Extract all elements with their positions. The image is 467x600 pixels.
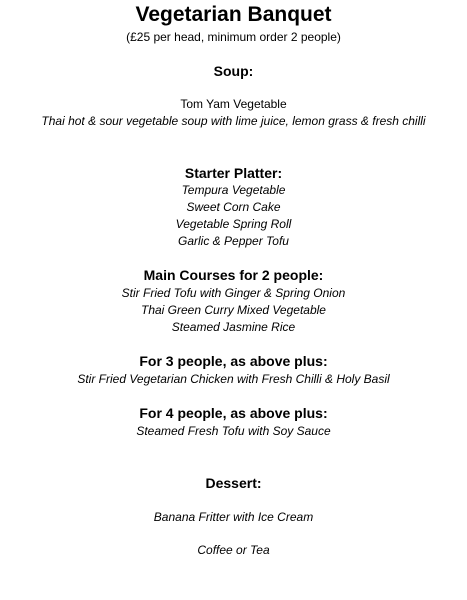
soup-description: Thai hot & sour vegetable soup with lime juice, lemon grass & fresh chilli bbox=[41, 114, 426, 128]
four-people-heading: For 4 people, as above plus: bbox=[139, 405, 328, 421]
soup-name: Tom Yam Vegetable bbox=[180, 97, 287, 111]
starter-item: Vegetable Spring Roll bbox=[175, 217, 292, 231]
dessert-heading: Dessert: bbox=[205, 475, 262, 491]
starter-item: Sweet Corn Cake bbox=[186, 200, 281, 214]
soup-heading: Soup: bbox=[213, 63, 254, 79]
starter-heading: Starter Platter: bbox=[184, 165, 283, 181]
menu-title: Vegetarian Banquet bbox=[135, 3, 332, 26]
dessert-item: Coffee or Tea bbox=[197, 543, 270, 557]
starter-item: Tempura Vegetable bbox=[181, 183, 286, 197]
main-courses-heading: Main Courses for 2 people: bbox=[143, 267, 324, 283]
menu-subtitle: (£25 per head, minimum order 2 people) bbox=[126, 30, 341, 44]
three-people-item: Stir Fried Vegetarian Chicken with Fresh Chilli & Holy Basil bbox=[77, 372, 390, 386]
main-course-item: Steamed Jasmine Rice bbox=[171, 320, 296, 334]
main-course-item: Stir Fried Tofu with Ginger & Spring Onion bbox=[121, 286, 346, 300]
four-people-item: Steamed Fresh Tofu with Soy Sauce bbox=[136, 424, 331, 438]
starter-item: Garlic & Pepper Tofu bbox=[178, 234, 289, 248]
main-course-item: Thai Green Curry Mixed Vegetable bbox=[141, 303, 326, 317]
dessert-item: Banana Fritter with Ice Cream bbox=[153, 510, 314, 524]
three-people-heading: For 3 people, as above plus: bbox=[139, 353, 328, 369]
